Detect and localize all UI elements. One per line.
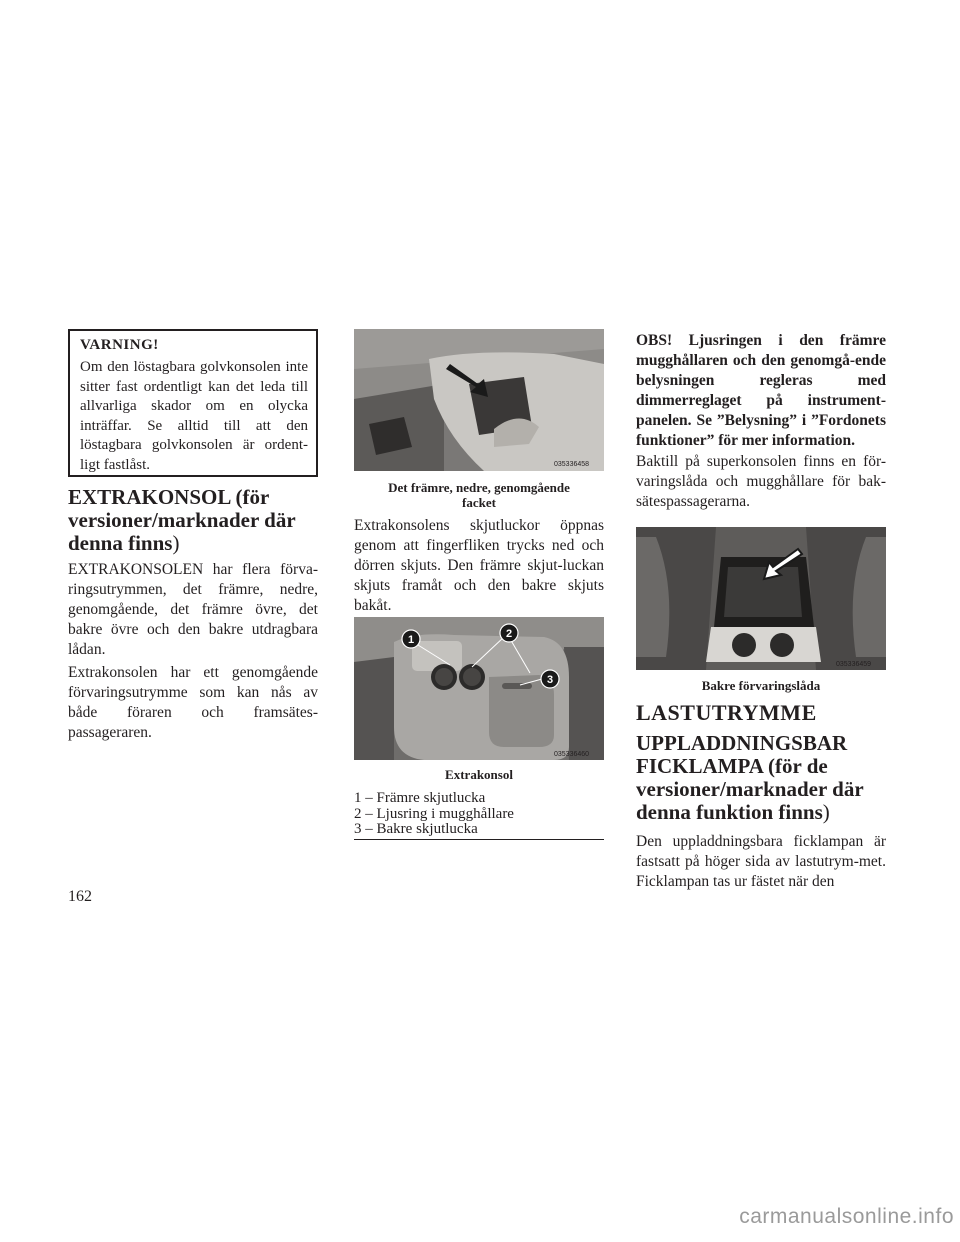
warning-box — [68, 329, 318, 477]
figure1-caption — [354, 480, 604, 510]
extrakonsol-para2-text: Extrakonsolen har ett genomgående förvaringsutrymme som kan nås av både föraren och framsätes-passageraren. — [68, 664, 318, 741]
page-number: 162 — [68, 888, 92, 905]
lastutrymme-heading-wrap — [636, 700, 886, 726]
watermark: carmanualsonline.info — [739, 1205, 954, 1228]
figure1-caption-line1: Det främre, nedre, genomgående — [388, 480, 570, 495]
rear-para-text: Baktill på superkonsolen finns en för-varingslåda och mugghållare för bak-sätespassagerarna. — [636, 453, 886, 510]
extrakonsol-heading-paren: ) — [172, 531, 180, 555]
extrakonsol-para1-text: EXTRAKONSOLEN har flera förva-ringsutrymmen, det främre, nedre, genomgående, det främre övre, det bakre övre och den bakre utdragbara lådan. — [68, 561, 318, 658]
figure-rear-storage — [636, 527, 886, 670]
legend-item-2: 2 – Ljusring i mugghållare — [354, 805, 514, 822]
flashlight-para-text: Den uppladdningsbara ficklampan är fastsatt på höger sida av lastutrym-met. Ficklampan tas ur fästet när den — [636, 833, 886, 890]
figure3-id: 035336459 — [836, 661, 872, 668]
callout-3: 3 — [546, 674, 554, 686]
rear-para — [636, 452, 886, 512]
flashlight-heading — [636, 732, 886, 824]
figure-extrakonsol — [354, 617, 604, 760]
middle-para-text: Extrakonsolens skjutluckor öppnas genom att fingerfliken trycks ned och dörren skjuts. Den främre skjut-luckan skjuts framåt och den bakre skjuts bakåt. — [354, 517, 604, 614]
extrakonsol-heading — [68, 486, 318, 555]
warning-body: Om den löstagbara golvkonsolen inte sitter fast ordentligt kan det leda till allvarliga skador om en olycka inträffar. Se alltid till att den löstagbara golvkonsolen är ordent-ligt fastlåst. — [80, 359, 308, 473]
note-text: OBS! Ljusringen i den främre mugghållaren och den genomgå-ende belysningen regleras med dimmerreglaget på instrument-panelen. Se ”Belysning” i ”Fordonets funktioner” för mer information. — [636, 332, 886, 449]
lastutrymme-heading: LASTUTRYMME — [636, 700, 817, 725]
extrakonsol-heading-text: EXTRAKONSOL (för versioner/marknader där denna finns — [68, 485, 296, 555]
figure3-caption: Bakre förvaringslåda — [701, 678, 821, 693]
front-compartment-photo — [354, 329, 604, 471]
flashlight-heading-text: UPPLADDNINGSBAR FICKLAMPA (för de versioner/marknader där denna funktion finns — [636, 731, 864, 824]
flashlight-heading-paren: ) — [822, 800, 830, 824]
figure2-id: 035336460 — [554, 751, 590, 758]
callout-1: 1 — [407, 634, 415, 646]
figure1-id: 035336458 — [554, 461, 590, 468]
extrakonsol-photo — [354, 617, 604, 760]
extrakonsol-para2 — [68, 663, 318, 743]
figure1-caption-line2: facket — [462, 495, 496, 510]
figure2-legend — [354, 791, 604, 838]
figure2-caption: Extrakonsol — [445, 767, 513, 782]
flashlight-para — [636, 832, 886, 892]
legend-item-3: 3 – Bakre skjutlucka — [354, 821, 478, 837]
figure-front-lower-compartment — [354, 329, 604, 471]
middle-para — [354, 516, 604, 616]
callout-2: 2 — [505, 628, 513, 640]
extrakonsol-para1 — [68, 560, 318, 660]
legend-divider — [354, 839, 604, 840]
rear-storage-photo — [636, 527, 886, 670]
warning-title: VARNING! — [80, 337, 159, 353]
note — [636, 331, 886, 451]
legend-item-1: 1 – Främre skjutlucka — [354, 790, 486, 806]
